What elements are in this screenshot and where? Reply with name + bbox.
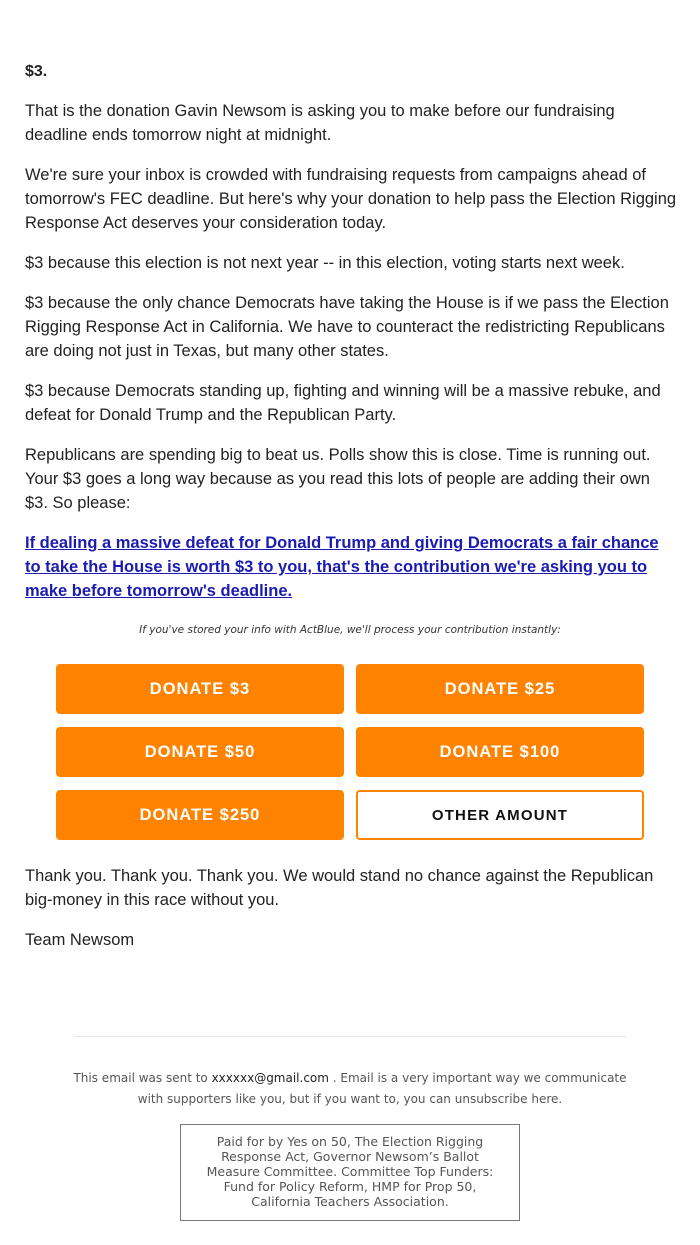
donate-250-button[interactable]: DONATE $250 — [56, 790, 344, 840]
signature: Team Newsom — [25, 931, 135, 949]
footer-sent-prefix: This email was sent to — [73, 1071, 212, 1085]
other-amount-button[interactable]: OTHER AMOUNT — [356, 790, 644, 840]
footer-end: . — [558, 1092, 563, 1106]
footer-sent-suffix: . Email is a very important way we communicate with supporters like you, but if you want to, you can — [137, 1071, 627, 1106]
donate-button-grid — [56, 664, 644, 840]
closing-section — [25, 864, 677, 968]
thank-you-paragraph: Thank you. Thank you. Thank you. We would stand no chance against the Republican big-money in this race without you. — [25, 867, 654, 909]
paragraph-deadline: That is the donation Gavin Newsom is asking you to make before our fundraising deadline ends tomorrow night at midnight. — [25, 102, 615, 144]
footer-notice — [70, 1068, 630, 1110]
donate-25-button[interactable]: DONATE $25 — [356, 664, 644, 714]
paragraph-voting: $3 because this election is not next year -- in this election, voting starts next week. — [25, 254, 625, 272]
paid-for-disclaimer: Paid for by Yes on 50, The Election Rigging Response Act, Governor Newsom’s Ballot Measure Committee. Committee Top Funders: Fund for Policy Reform, HMP for Prop 50, California Teachers Association. — [180, 1124, 520, 1221]
recipient-email: xxxxxx@gmail.com — [211, 1071, 329, 1085]
amount-heading: $3. — [25, 63, 48, 80]
paragraph-house: $3 because the only chance Democrats have taking the House is if we pass the Election Rigging Response Act in California. We have to counteract the redistricting Republicans are doing not just in Texas, but many other states. — [25, 294, 669, 360]
footer-divider — [74, 1036, 626, 1037]
actblue-note: If you've stored your info with ActBlue, we'll process your contribution instantly: — [139, 624, 561, 636]
donate-50-button[interactable]: DONATE $50 — [56, 727, 344, 777]
paragraph-rebuke: $3 because Democrats standing up, fighting and winning will be a massive rebuke, and defeat for Donald Trump and the Republican Party. — [25, 382, 661, 424]
donate-100-button[interactable]: DONATE $100 — [356, 727, 644, 777]
donate-cta-link[interactable]: If dealing a massive defeat for Donald Trump and giving Democrats a fair chance to take the House is worth $3 to you, that's the contribution we're asking you to make before tomorrow's deadline. — [25, 534, 659, 600]
email-body — [25, 60, 677, 623]
unsubscribe-link[interactable]: unsubscribe here — [454, 1092, 559, 1106]
paragraph-spending: Republicans are spending big to beat us. Polls show this is close. Time is running out. Your $3 goes a long way because as you read this lots of people are adding their own $3. So please: — [25, 446, 651, 512]
donate-3-button[interactable]: DONATE $3 — [56, 664, 344, 714]
paragraph-inbox: We're sure your inbox is crowded with fundraising requests from campaigns ahead of tomorrow's FEC deadline. But here's why your donation to help pass the Election Rigging Response Act deserves your consideration today. — [25, 166, 677, 232]
